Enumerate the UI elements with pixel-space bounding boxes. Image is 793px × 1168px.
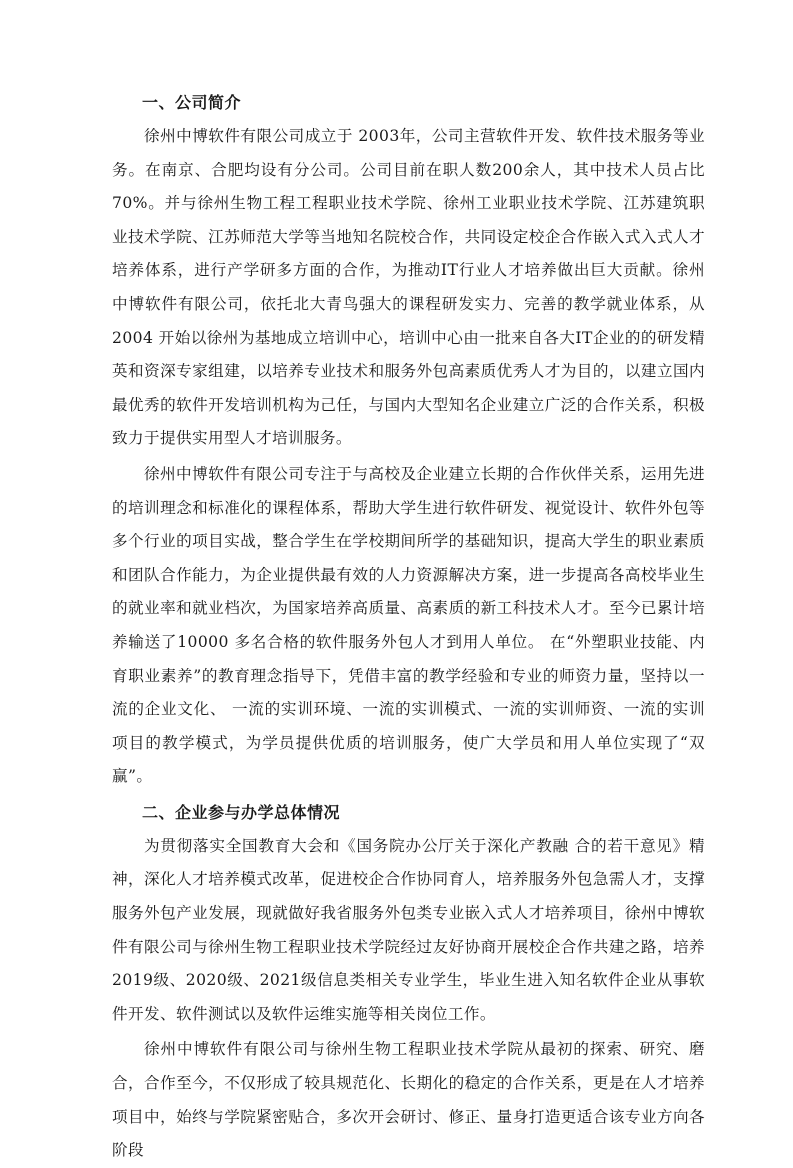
paragraph: 为贯彻落实全国教育大会和《国务院办公厅关于深化产教融 合的若干意见》精神，深化人才培养模式改革，促进校企合作协同育人，培养服务外包急需人才，支撑服务外包产业发展，现就做好我省服务外包类专业嵌入式人才培养项目，徐州中博软件有限公司与徐州生物工程职业技术学院经过友好协商开展校企合作共建之路，培养 2019级、2020级、2021级信息类相关专业学生，毕业生进入知名软件企业从事软件开发、软件测试以及软件运维实施等相关岗位工作。 <box>112 836 705 1023</box>
section-heading-enterprise-participation: 二、企业参与办学总体情况 <box>142 802 341 822</box>
paragraph: 徐州中博软件有限公司专注于与高校及企业建立长期的合作伙伴关系，运用先进的培训理念和标准化的课程体系，帮助大学生进行软件研发、视觉设计、软件外包等多个行业的项目实战，整合学生在学校期间所学的基础知识，提高大学生的职业素质和团队合作能力，为企业提供最有效的人力资源解决方案，进一步提高各高校毕业生的就业率和就业档次，为国家培养高质量、高素质的新工科技术人才。至今已累计培养输送了10000 多名合格的软件服务外包人才到用人单位。 在“外塑职业技能、内育职业素养”的教育理念指导下，凭借丰富的教学经验和专业的师资力量，坚持以一流的企业文化、 一流的实训环境、一流的实训模式、一流的实训师资、一流的实训项目的教学模式，为学员提供优质的培训服务，使广大学员和用人单位实现了“双赢”。 <box>112 464 705 786</box>
section-heading-company-profile: 一、公司简介 <box>142 93 242 112</box>
paragraph: 徐州中博软件有限公司与徐州生物工程职业技术学院从最初的探索、研究、磨合，合作至今，不仅形成了较具规范化、长期化的稳定的合作关系，更是在人才培养项目中，始终与学院紧密贴合，多次开会研讨、修正、量身打造更适合该专业方向各阶段 <box>112 1040 705 1160</box>
paragraph: 徐州中博软件有限公司成立于 2003年，公司主营软件开发、软件技术服务等业务。在南京、合肥均设有分公司。公司目前在职人数200余人，其中技术人员占比70%。并与徐州生物工程工程职业技术学院、徐州工业职业技术学院、江苏建筑职业技术学院、江苏师范大学等当地知名院校合作，共同设定校企合作嵌入式入式人才培养体系，进行产学研多方面的合作，为推动IT行业人才培养做出巨大贡献。徐州中博软件有限公司，依托北大青鸟强大的课程研发实力、完善的教学就业体系，从2004 开始以徐州为基地成立培训中心，培训中心由一批来自各大IT企业的的研发精英和资深专家组建，以培养专业技术和服务外包高素质优秀人才为目的，以建立国内最优秀的软件开发培训机构为己任，与国内大型知名企业建立广泛的合作关系，积极致力于提供实用型人才培训服务。 <box>112 127 705 448</box>
